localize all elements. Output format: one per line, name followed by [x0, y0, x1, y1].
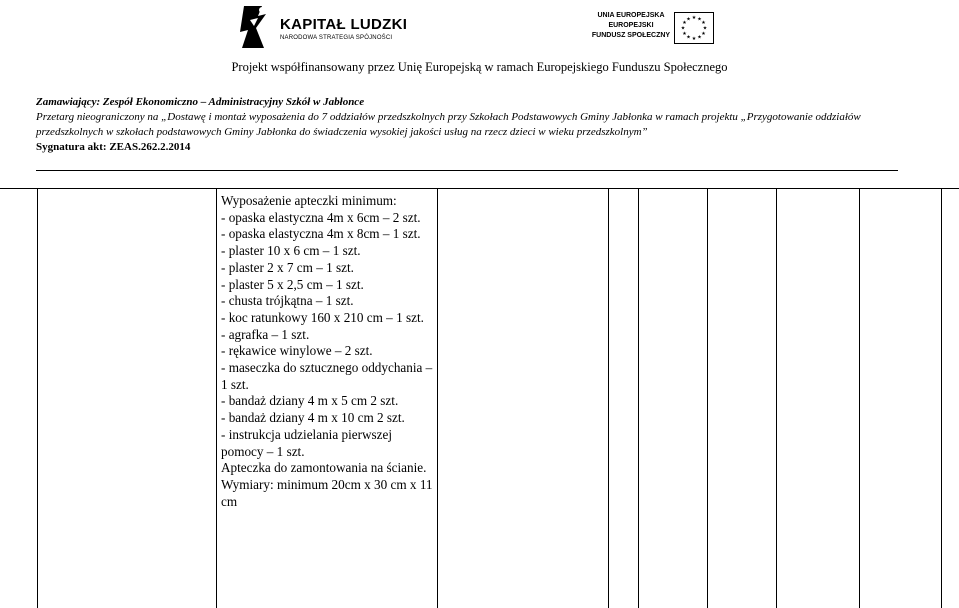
ordering-party: Zamawiający: Zespół Ekonomiczno – Administracyjny Szkół w Jabłonce: [36, 96, 365, 108]
svg-text:★: ★: [697, 34, 702, 41]
logo-title: KAPITAŁ LUDZKI: [280, 16, 408, 33]
description-line: - opaska elastyczna 4m x 8cm – 1 szt.: [221, 226, 421, 242]
description-line: Wymiary: minimum 20cm x 30 cm x 11 cm: [221, 476, 433, 509]
description-line: - plaster 5 x 2,5 cm – 1 szt.: [221, 276, 364, 292]
description-line: - bandaż dziany 4 m x 5 cm 2 szt.: [221, 393, 399, 409]
description-line: - opaska elastyczna 4m x 6cm – 2 szt.: [221, 209, 421, 225]
table-column-border: [37, 188, 38, 608]
kapital-ludzki-logo: [238, 4, 408, 52]
svg-text:★: ★: [691, 36, 697, 42]
table-column-border: [776, 188, 777, 608]
kapital-ludzki-emblem-icon: [238, 4, 270, 50]
svg-text:★: ★: [691, 15, 697, 21]
table-column-border: [707, 188, 708, 608]
description-line: - plaster 10 x 6 cm – 1 szt.: [221, 243, 361, 259]
description-line: - instrukcja udzielania pierwszej pomocy – 1 szt.: [221, 426, 392, 459]
description-line: Wyposażenie apteczki minimum:: [221, 193, 397, 208]
description-line: - rękawice winylowe – 2 szt.: [221, 343, 373, 359]
svg-text:★: ★: [697, 16, 702, 23]
svg-text:★: ★: [702, 25, 708, 32]
svg-text:★: ★: [701, 31, 706, 37]
svg-text:★: ★: [686, 34, 691, 41]
table-column-border: [859, 188, 860, 608]
tender-header: [36, 95, 926, 155]
svg-text:★: ★: [686, 16, 691, 23]
eu-flag-icon: [674, 12, 714, 44]
project-cofinancing-line: Projekt współfinansowany przez Unię Europejską w ramach Europejskiego Funduszu Społecznego: [231, 60, 728, 74]
description-line: - agrafka – 1 szt.: [221, 326, 310, 342]
tender-title-line2: przedszkolnych w szkołach podstawowych Gminy Jabłonka do świadczenia wysokiej jakości usług na rzecz dzieci w wieku przedszkolnym”: [36, 126, 648, 138]
table-column-border: [638, 188, 639, 608]
description-line: - plaster 2 x 7 cm – 1 szt.: [221, 259, 354, 275]
eu-logo-line3: FUNDUSZ SPOŁECZNY: [591, 32, 671, 39]
logo-subtitle: NARODOWA STRATEGIA SPÓJNOŚCI: [280, 35, 393, 41]
eu-logo: [590, 11, 730, 45]
description-line: - bandaż dziany 4 m x 10 cm 2 szt.: [221, 410, 405, 426]
eu-logo-line2: EUROPEJSKI: [608, 22, 654, 29]
first-aid-kit-description: [221, 193, 435, 510]
description-line: Apteczka do zamontowania na ścianie.: [221, 460, 427, 476]
svg-text:★: ★: [680, 25, 686, 32]
table-column-border: [608, 188, 609, 608]
tender-title-line1: Przetarg nieograniczony na „Dostawę i montaż wyposażenia do 7 oddziałów przedszkolnych przy Szkołach Podstawowych Gminy Jabłonka w ramach projektu „Przygotowanie oddziałów: [36, 111, 861, 123]
eu-logo-text: [590, 11, 672, 41]
case-signature: Sygnatura akt: ZEAS.262.2.2014: [36, 141, 191, 153]
table-column-border: [216, 188, 217, 608]
header-divider: [36, 170, 898, 171]
eu-logo-line1: UNIA EUROPEJSKA: [597, 12, 665, 19]
table-top-border: [0, 188, 959, 189]
description-line: - koc ratunkowy 160 x 210 cm – 1 szt.: [221, 309, 424, 325]
svg-text:★: ★: [701, 20, 706, 26]
svg-text:★: ★: [682, 31, 687, 37]
description-line: - chusta trójkątna – 1 szt.: [221, 293, 354, 309]
description-line: - maseczka do sztucznego oddychania – 1 szt.: [221, 360, 433, 392]
svg-text:★: ★: [682, 20, 687, 26]
table-column-border: [437, 188, 438, 608]
table-column-border: [941, 188, 942, 608]
